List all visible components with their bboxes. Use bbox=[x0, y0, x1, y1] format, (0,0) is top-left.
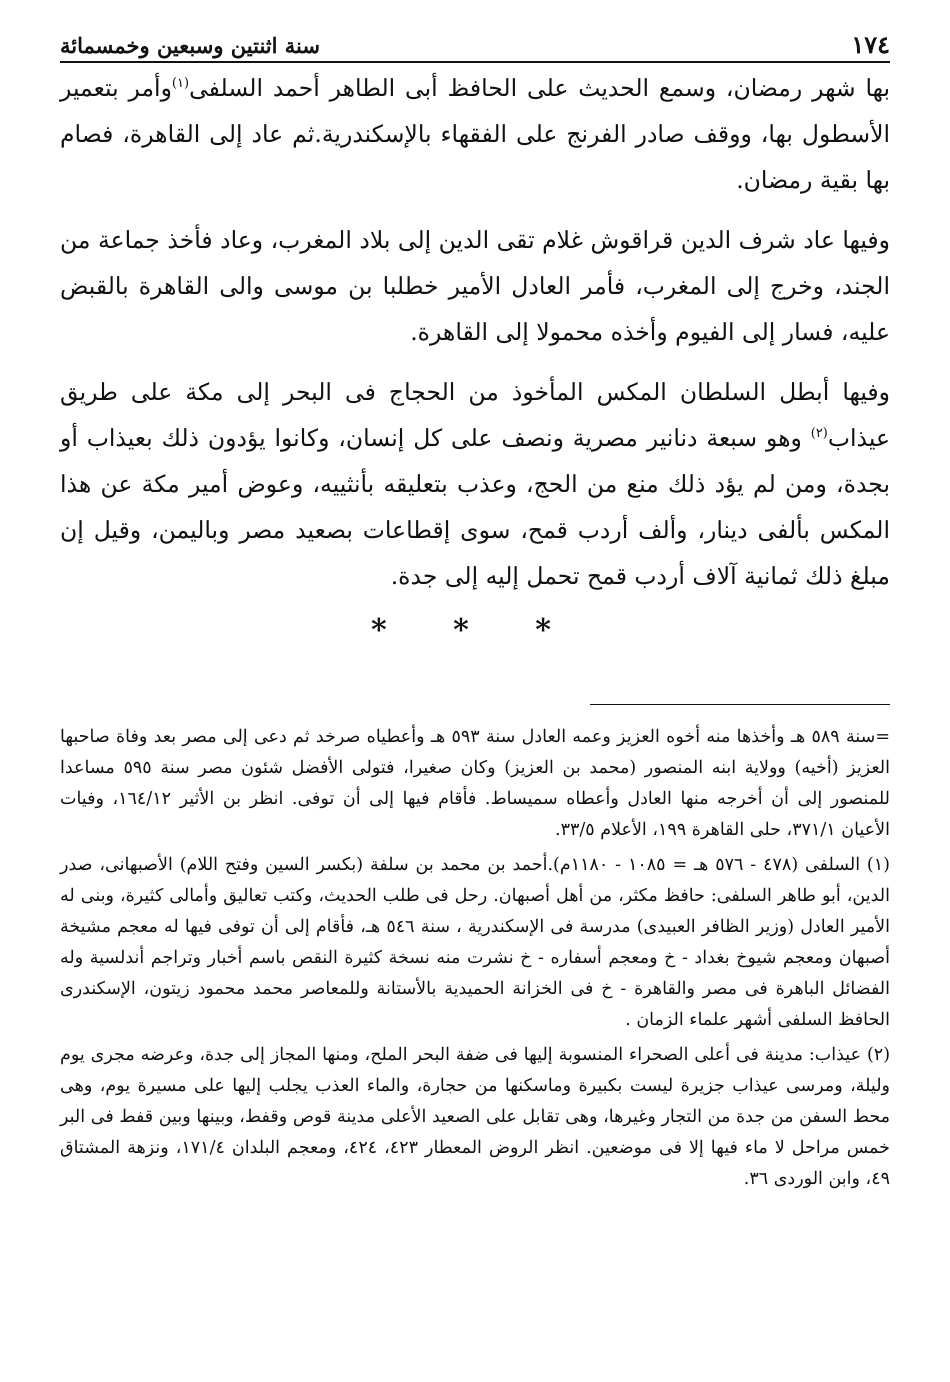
footnote-divider bbox=[590, 704, 890, 705]
footnote-ref-2[interactable]: (٢) bbox=[810, 426, 828, 442]
footnote-continued: =سنة ٥٨٩ هـ وأخذها منه أخوه العزيز وعمه العادل سنة ٥٩٣ هـ وأعطياه صرخد ثم دعى إلى مصر بعد وفاة صاحبها العزيز (أخيه) وولاية ابنه المنصور (محمد بن العزيز) وكان صغيرا، فتولى الأفضل شئون مصر سنة ٥٩٥ مساعدا للمنصور إلى أن أخرجه منها العادل وأعطاه سميساط. فأقام فيها إلى أن توفى. انظر بن الأثير ١٦٤/١٢، وفيات الأعيان ٣٧١/١، حلى القاهرة ١٩٩، الأعلام ٣٣/٥. bbox=[60, 727, 891, 840]
running-title: سنة اثنتين وسبعين وخمسمائة bbox=[60, 33, 320, 58]
paragraph-1-text-a: بها شهر رمضان، وسمع الحديث على الحافظ أبى الطاهر أحمد السلفى bbox=[189, 74, 890, 102]
footnote-2: (٢) عيذاب: مدينة فى أعلى الصحراء المنسوبة إليها فى ضفة البحر الملح، ومنها المجاز إلى جدة، وعرضه مجرى يوم وليلة، ومرسى عيذاب جزيرة ليست بكبيرة وماسكنها من حجارة، والماء العذب يجلب إليها على مسيرة يوم، وهى محط السفن من جدة من التجار وغيرها، وهى تقابل على الصعيد الأعلى مدينة قوص وقفط، وبينها وبين قفط فى البر خمس مراحل لا ماء فيها إلا فى موضعين. انظر الروض المعطار ٤٢٣، ٤٢٤، ومعجم البلدان ١٧١/٤، ونزهة المشتاق ٤٩، وابن الوردى ٣٦. bbox=[60, 1045, 891, 1189]
footnote-1: (١) السلفى (٤٧٨ - ٥٧٦ هـ = ١٠٨٥ - ١١٨٠م).أحمد بن محمد بن سلفة (بكسر السين وفتح اللام) الأصبهانى، صدر الدين، أبو طاهر السلفى: حافظ مكثر، من أهل أصبهان. رحل فى طلب الحديث، وكتب تعاليق وأمالى كثيرة، وبنى له الأمير العادل (وزير الظافر العبيدى) مدرسة فى الإسكندرية ، سنة ٥٤٦ هـ، فأقام إلى أن توفى فيها له معجم مشيخة أصبهان ومعجم شيوخ بغداد - خ ومعجم أسفاره - خ نشرت منه نسخة كثيرة النقص باسم أخبار وتراجم أندلسية وله الفضائل الباهرة فى مصر والقاهرة - خ فى الخزانة الحميدية بالأستانة وللمعاصر محمد محمود زيتون، الإسكندرى الحافظ السلفى أشهر علماء الزمان . bbox=[60, 855, 890, 1030]
page-number: ١٧٤ bbox=[851, 30, 890, 59]
paragraph-1 bbox=[60, 65, 890, 203]
paragraph-3-text-a: وفيها أبطل السلطان المكس المأخوذ من الحجاج فى البحر إلى مكة على طريق عيذاب bbox=[60, 378, 890, 452]
running-header bbox=[60, 30, 890, 63]
paragraph-3 bbox=[60, 369, 890, 599]
footnote-ref-1[interactable]: (١) bbox=[171, 76, 190, 92]
paragraph-3-text-b: وهو سبعة دنانير مصرية ونصف على كل إنسان، وكانوا يؤدون ذلك بعيذاب أو بجدة، ومن لم يؤد ذلك منع من الحج، وعذب بتعليقه بأنثييه، وعوض أمير مكة عن هذا المكس بألفى دينار، وألف أردب قمح، سوى إقطاعات بصعيد مصر وباليمن، وقيل إن مبلغ ذلك ثمانية آلاف أردب قمح تحمل إليه إلى جدة. bbox=[60, 424, 890, 590]
page bbox=[60, 30, 890, 648]
paragraph-1-text-b: وأمر بتعمير الأسطول بها، ووقف صادر الفرنج على الفقهاء بالإسكندرية.ثم عاد إلى القاهرة، فصام بها بقية رمضان. bbox=[60, 74, 890, 194]
paragraph-2: وفيها عاد شرف الدين قراقوش غلام تقى الدين إلى بلاد المغرب، وعاد فأخذ جماعة من الجند، وخرج إلى المغرب، فأمر العادل الأمير خطلبا بن موسى والى القاهرة بالقبض عليه، فسار إلى الفيوم وأخذه محمولا إلى القاهرة. bbox=[60, 226, 890, 346]
footnotes bbox=[60, 722, 890, 1199]
main-text bbox=[60, 65, 890, 648]
section-ornament: * * * bbox=[371, 613, 579, 648]
